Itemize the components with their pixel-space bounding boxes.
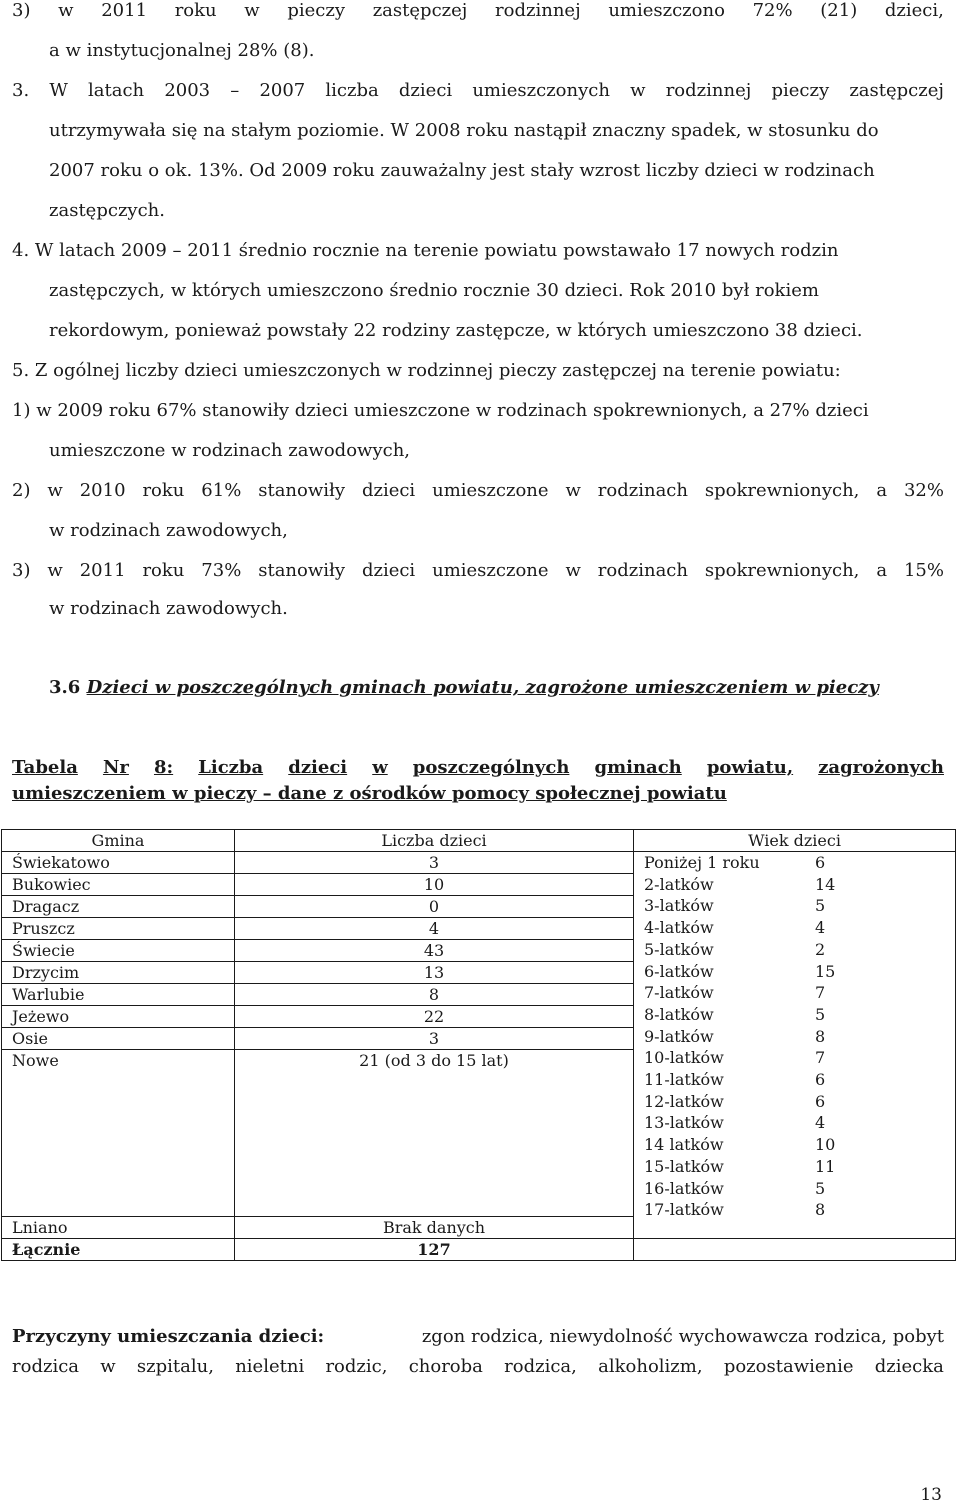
cell-liczba: 43 (235, 940, 634, 962)
table-header-row (2, 830, 956, 852)
age-row (634, 852, 955, 874)
word: poszczególnych (412, 757, 570, 778)
word: szpitalu, (136, 1356, 214, 1377)
word: rodzica (12, 1356, 80, 1377)
word: w (47, 560, 63, 581)
word: a (876, 480, 888, 501)
cell-liczba: 3 (235, 1028, 634, 1050)
age-value: 7 (815, 983, 826, 1003)
cell-gmina: Świecie (2, 940, 235, 962)
word: gminach (594, 757, 682, 778)
age-row (634, 1047, 955, 1069)
cell-liczba: Brak danych (235, 1217, 634, 1239)
para-line-5: 2007 roku o ok. 13%. Od 2009 roku zauważalny jest stały wzrost liczby dzieci w rodzinach (49, 160, 875, 181)
age-label: 5-latków (644, 939, 714, 959)
age-value: 5 (815, 896, 826, 916)
age-label: 7-latków (644, 983, 714, 1003)
age-label: 15-latków (644, 1156, 724, 1176)
age-row (634, 874, 955, 896)
reasons-paragraph (12, 1322, 944, 1382)
word: 2010 (79, 480, 126, 501)
para-line-8: zastępczych, w których umieszczono średnio rocznie 30 dzieci. Rok 2010 był rokiem (49, 280, 819, 301)
word: umieszczone (432, 480, 549, 501)
section-number: 3.6 (49, 677, 81, 698)
word: pozostawienie (723, 1356, 854, 1377)
word: liczba (325, 80, 379, 101)
para-line-9: rekordowym, ponieważ powstały 22 rodziny zastępcze, w których umieszczono 38 dzieci. (49, 320, 863, 341)
header-gmina: Gmina (2, 830, 235, 852)
word: rodzinach (597, 480, 688, 501)
table-title-line-2 (12, 783, 727, 804)
para-line-14: w rodzinach zawodowych, (49, 520, 288, 541)
section-title: Dzieci w poszczególnych gminach powiatu, zagrożone umieszczeniem w pieczy (86, 677, 879, 698)
cell-gmina: Warlubie (2, 984, 235, 1006)
word: rodzic, (325, 1356, 388, 1377)
age-value: 8 (815, 1026, 826, 1046)
word: 72% (752, 0, 793, 21)
age-breakdown (634, 852, 955, 1221)
para-line-11: 1) w 2009 roku 67% stanowiły dzieci umieszczone w rodzinach spokrewnionych, a 27% dzieci (12, 400, 869, 421)
age-value: 8 (815, 1200, 826, 1220)
age-label: 14 latków (644, 1135, 724, 1155)
page-number: 13 (920, 1485, 942, 1505)
age-value: 6 (815, 853, 826, 872)
age-label: 12-latków (644, 1091, 724, 1111)
cell-liczba: 22 (235, 1006, 634, 1028)
word: rodzica, (504, 1356, 577, 1377)
word: w (244, 0, 260, 21)
cell-liczba: 13 (235, 962, 634, 984)
word: Liczba (198, 757, 264, 778)
word: dzieci (288, 757, 348, 778)
age-label: 6-latków (644, 961, 714, 981)
age-row (634, 1091, 955, 1113)
age-row (634, 982, 955, 1004)
total-value: 127 (235, 1239, 634, 1261)
cell-liczba: 10 (235, 874, 634, 896)
word: dzieci (361, 560, 416, 581)
table-title-line-1 (12, 757, 944, 778)
word: choroba (408, 1356, 483, 1377)
word: (21) (820, 0, 858, 21)
word: 2003 (164, 80, 211, 101)
cell-gmina: Lniano (2, 1217, 235, 1239)
word: spokrewnionych, (704, 560, 860, 581)
age-value: 5 (815, 1004, 826, 1024)
para-line-2: a w instytucjonalnej 28% (8). (49, 40, 315, 61)
age-value: 5 (815, 1178, 826, 1198)
word: nieletni (235, 1356, 305, 1377)
word: zastępczej (849, 80, 944, 101)
total-label: Łącznie (2, 1239, 235, 1261)
age-row (634, 1069, 955, 1091)
age-label: 3-latków (644, 896, 714, 916)
age-value: 4 (815, 918, 826, 938)
word: w (47, 480, 63, 501)
age-value: 11 (815, 1156, 836, 1176)
word: w (58, 0, 74, 21)
age-label: 13-latków (644, 1113, 724, 1133)
cell-gmina: Pruszcz (2, 918, 235, 940)
age-row (634, 1026, 955, 1048)
age-label: 16-latków (644, 1178, 724, 1198)
header-wiek: Wiek dzieci (634, 830, 956, 852)
word: 3) (12, 560, 31, 581)
age-label: 8-latków (644, 1004, 714, 1024)
age-row (634, 961, 955, 983)
word: umieszczono (608, 0, 725, 21)
word: pieczy (771, 80, 830, 101)
word: 2) (12, 480, 31, 501)
age-label: 17-latków (644, 1200, 724, 1220)
para-line-15 (12, 560, 944, 581)
word: dzieci (361, 480, 416, 501)
reasons-text-1: zgon rodzica, niewydolność wychowawcza rodzica, pobyt (421, 1326, 944, 1347)
para-line-6: zastępczych. (49, 200, 165, 221)
age-label: 9-latków (644, 1026, 714, 1046)
para-line-10: 5. Z ogólnej liczby dzieci umieszczonych w rodzinnej pieczy zastępczej na terenie powiatu: (12, 360, 841, 381)
cell-liczba: 0 (235, 896, 634, 918)
para-line-13 (12, 480, 944, 501)
table-total-row (2, 1239, 956, 1261)
word: zastępczej (372, 0, 468, 21)
word: w (100, 1356, 116, 1377)
age-row (634, 1134, 955, 1156)
para-line-1 (12, 0, 944, 21)
para-line-16: w rodzinach zawodowych. (49, 598, 288, 619)
para-line-12: umieszczone w rodzinach zawodowych, (49, 440, 411, 461)
word: rodzinach (597, 560, 688, 581)
age-row (634, 1199, 955, 1221)
word: dziecka (874, 1356, 944, 1377)
age-label: 10-latków (644, 1048, 724, 1068)
word: alkoholizm, (598, 1356, 703, 1377)
cell-gmina: Dragacz (2, 896, 235, 918)
para-line-4: utrzymywała się na stałym poziomie. W 2008 roku nastąpił znaczny spadek, w stosunku do (49, 120, 879, 141)
cell-liczba: 3 (235, 852, 634, 874)
word: 15% (903, 560, 944, 581)
age-value: 15 (815, 961, 836, 981)
reasons-line-1 (12, 1322, 944, 1352)
cell-gmina: Świekatowo (2, 852, 235, 874)
children-table (1, 829, 956, 1261)
age-value: 2 (815, 939, 826, 959)
word: rodzinnej (665, 80, 752, 101)
age-label: 2-latków (644, 874, 714, 894)
age-row (634, 895, 955, 917)
header-liczba: Liczba dzieci (235, 830, 634, 852)
reasons-label: Przyczyny umieszczania dzieci: (12, 1326, 325, 1347)
cell-liczba: 4 (235, 918, 634, 940)
empty-cell (634, 1239, 956, 1261)
age-label: Poniżej 1 roku (644, 853, 760, 872)
para-line-7: 4. W latach 2009 – 2011 średnio rocznie na terenie powiatu powstawało 17 nowych rodzin (12, 240, 839, 261)
age-label: 4-latków (644, 918, 714, 938)
word: latach (88, 80, 145, 101)
word: 8: (153, 757, 174, 778)
table-row (2, 852, 956, 874)
word: stanowiły (258, 560, 346, 581)
reasons-line-2 (12, 1352, 944, 1382)
age-row (634, 1178, 955, 1200)
word: 73% (201, 560, 242, 581)
word: W (49, 80, 68, 101)
word: 61% (201, 480, 242, 501)
age-row (634, 1004, 955, 1026)
age-row (634, 939, 955, 961)
word: 3) (12, 0, 31, 21)
word: 2011 (79, 560, 126, 581)
cell-gmina: Osie (2, 1028, 235, 1050)
word: powiatu, (706, 757, 794, 778)
word: – (230, 80, 240, 101)
age-label: 11-latków (644, 1070, 724, 1090)
word: w (630, 80, 646, 101)
cell-gmina: Bukowiec (2, 874, 235, 896)
age-value: 7 (815, 1048, 826, 1068)
age-breakdown-cell (634, 852, 956, 1239)
cell-gmina: Drzycim (2, 962, 235, 984)
word: spokrewnionych, (704, 480, 860, 501)
word: w (372, 757, 388, 778)
word: rodzinnej (495, 0, 581, 21)
age-value: 4 (815, 1113, 826, 1133)
section-heading (49, 677, 879, 698)
word: w (565, 560, 581, 581)
word: a (876, 560, 888, 581)
word: 32% (903, 480, 944, 501)
para-line-3 (12, 80, 944, 101)
age-value: 6 (815, 1091, 826, 1111)
word: dzieci (398, 80, 453, 101)
word: 2007 (259, 80, 306, 101)
word: stanowiły (258, 480, 346, 501)
age-row (634, 1112, 955, 1134)
word: umieszczonych (472, 80, 610, 101)
cell-gmina: Nowe (2, 1050, 235, 1217)
age-row (634, 1156, 955, 1178)
word: w (565, 480, 581, 501)
word: zagrożonych (818, 757, 944, 778)
word: umieszczone (432, 560, 549, 581)
cell-gmina: Jeżewo (2, 1006, 235, 1028)
table-title-text: umieszczeniem w pieczy – dane z ośrodków pomocy społecznej powiatu (12, 783, 727, 804)
word: Nr (102, 757, 129, 778)
word: dzieci, (884, 0, 944, 21)
age-row (634, 917, 955, 939)
word: 2011 (101, 0, 148, 21)
age-value: 14 (815, 874, 836, 894)
word: roku (142, 480, 185, 501)
age-value: 6 (815, 1070, 826, 1090)
age-value: 10 (815, 1135, 836, 1155)
word: roku (142, 560, 185, 581)
word: Tabela (12, 757, 78, 778)
word: 3. (12, 80, 30, 101)
cell-liczba: 21 (od 3 do 15 lat) (235, 1050, 634, 1217)
word: pieczy (287, 0, 346, 21)
word: roku (174, 0, 217, 21)
cell-liczba: 8 (235, 984, 634, 1006)
